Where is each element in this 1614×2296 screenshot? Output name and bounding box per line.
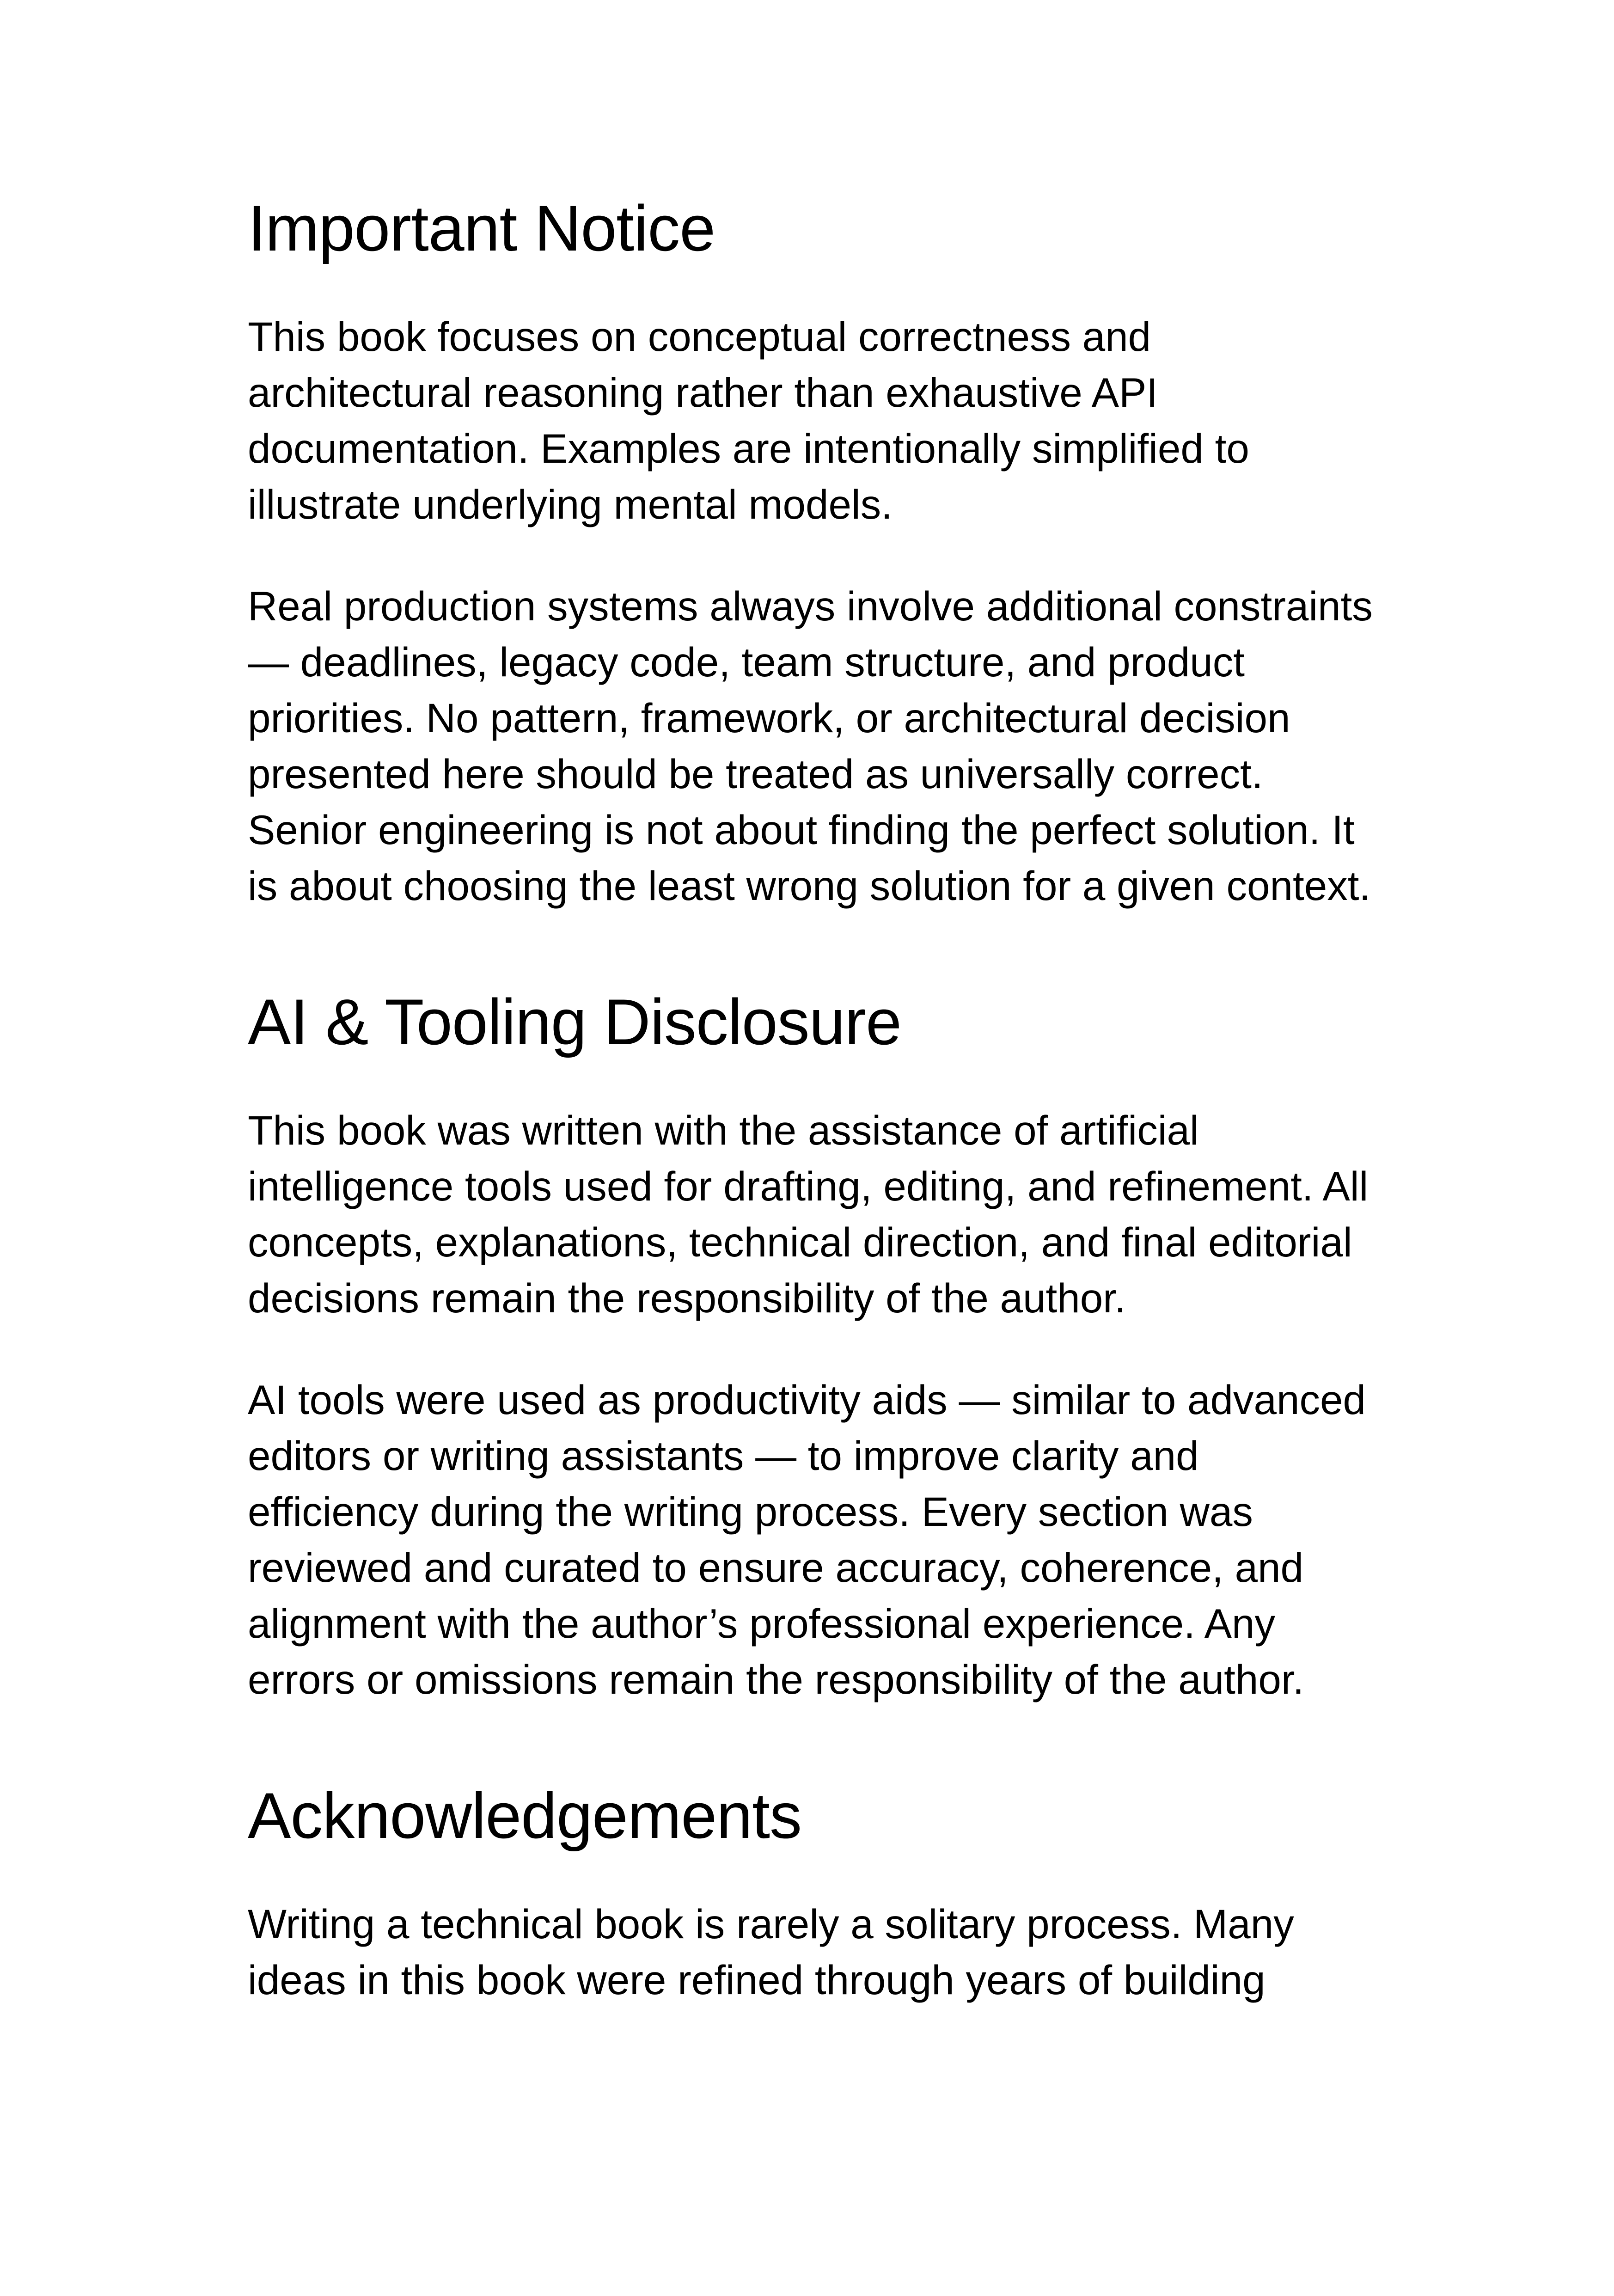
heading-acknowledgements: Acknowledgements [248,1779,801,1852]
document-page [248,190,1422,2008]
heading-ai-tooling-disclosure: AI & Tooling Disclosure [248,986,901,1058]
paragraph-important-notice-1: This book focuses on conceptual correctness and architectural reasoning rather than exhaustive API documentation. Examples are intentionally simplified to illustrate underlying mental models. [248,313,1249,527]
paragraph-acknowledgements-1: Writing a technical book is rarely a solitary process. Many ideas in this book were refined through years of building [248,1901,1294,2003]
heading-important-notice: Important Notice [248,192,715,264]
paragraph-important-notice-2: Real production systems always involve additional constraints — deadlines, legacy code, team structure, and product priorities. No pattern, framework, or architectural decision presented here should be treated as universally correct. Senior engineering is not about finding the perfect solution. It is about choosing the least wrong solution for a given context. [248,583,1373,909]
paragraph-ai-disclosure-1: This book was written with the assistance of artificial intelligence tools used for drafting, editing, and refinement. All concepts, explanations, technical direction, and final editorial decisions remain the responsibility of the author. [248,1107,1369,1321]
paragraph-ai-disclosure-2: AI tools were used as productivity aids — similar to advanced editors or writing assistants — to improve clarity and efficiency during the writing process. Every section was reviewed and curated to ensure accuracy, coherence, and alignment with the author’s professional experience. Any errors or omissions remain the responsibility of the author. [248,1377,1366,1702]
